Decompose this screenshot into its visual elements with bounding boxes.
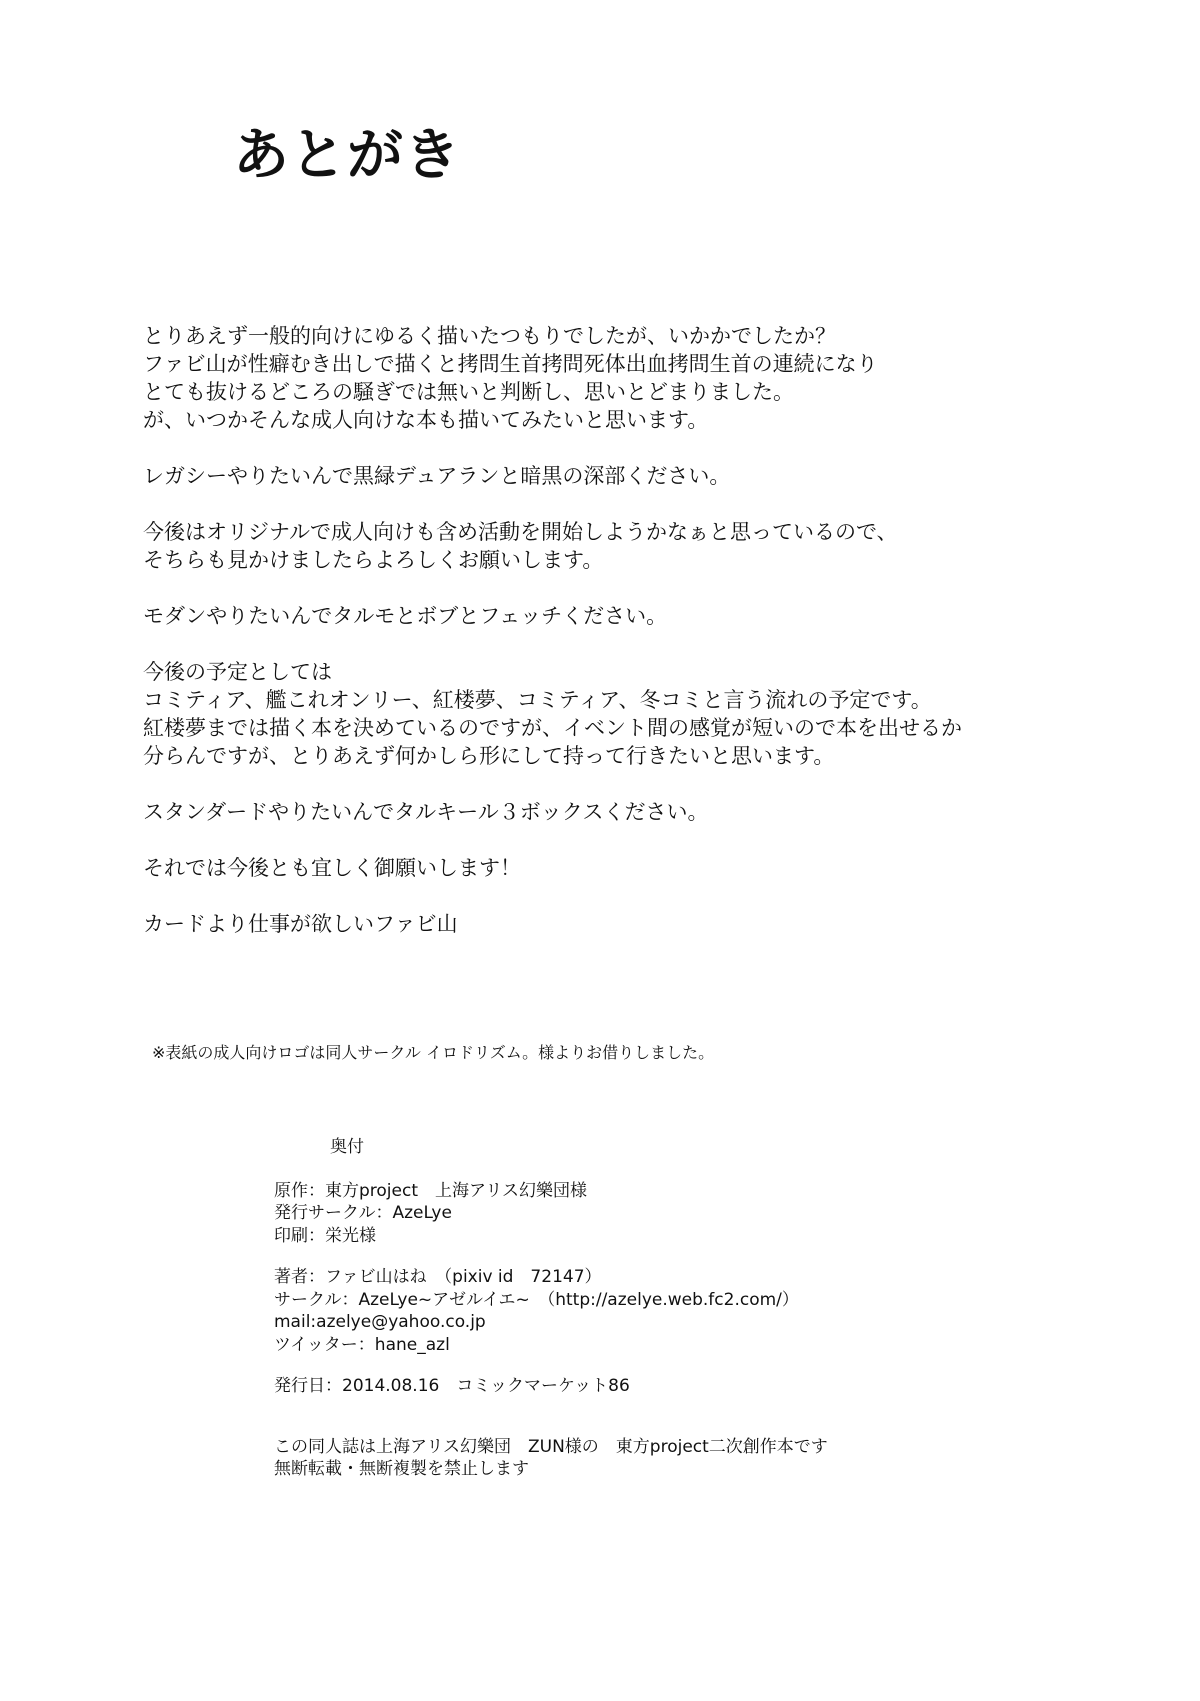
afterword-body: [143, 322, 1143, 938]
colophon-original: 原作：東方project 上海アリス幻樂団様: [274, 1180, 587, 1201]
body-line: それでは今後とも宜しく御願いします！: [143, 856, 521, 880]
body-line: が、いつかそんな成人向けな本も描いてみたいと思います。: [143, 408, 709, 432]
colophon-date: 発行日：2014.08.16 コミックマーケット86: [274, 1376, 630, 1396]
colophon-twitter: ツイッター：hane_azl: [274, 1334, 450, 1355]
body-line: とりあえず一般的向けにゆるく描いたつもりでしたが、いかかでしたか？: [143, 324, 836, 348]
signature-line: カードより仕事が欲しいファビ山: [143, 912, 458, 936]
colophon-notice: 無断転載・無断複製を禁止します: [274, 1459, 529, 1479]
body-line: 今後はオリジナルで成人向けも含め活動を開始しようかなぁと思っているので、: [143, 520, 898, 544]
body-line: モダンやりたいんでタルモとボブとフェッチください。: [143, 604, 668, 628]
body-line: 紅楼夢までは描く本を決めているのですが、イベント間の感覚が短いので本を出せるか: [143, 716, 962, 740]
body-line: コミティア、艦これオンリー、紅楼夢、コミティア、冬コミと言う流れの予定です。: [143, 688, 932, 712]
colophon-author: 著者：ファビ山はね （pixiv id 72147）: [274, 1267, 602, 1287]
colophon-issuing-circle: 発行サークル：AzeLye: [274, 1203, 452, 1223]
colophon: [274, 1136, 1134, 1481]
body-line: ファビ山が性癖むき出しで描くと拷問生首拷問死体出血拷問生首の連続になり: [143, 352, 878, 376]
colophon-mail: mail:azelye@yahoo.co.jp: [274, 1312, 486, 1332]
body-line: スタンダードやりたいんでタルキール３ボックスください。: [143, 800, 709, 824]
colophon-notice: この同人誌は上海アリス幻樂団 ZUN様の 東方project二次創作本です: [274, 1436, 828, 1457]
colophon-circle: サークル：AzeLye~アゼルイエ~ （http://azelye.web.fc2.com/）: [274, 1289, 799, 1310]
colophon-printing: 印刷：栄光様: [274, 1225, 376, 1246]
page-title: あとがき: [233, 123, 461, 188]
cover-logo-credit: ※表紙の成人向けロゴは同人サークル イロドリズム。様よりお借りしました。: [152, 1043, 715, 1062]
body-line: 分らんですが、とりあえず何かしら形にして持って行きたいと思います。: [143, 744, 835, 768]
body-line: 今後の予定としては: [143, 660, 332, 684]
body-line: とても抜けるどころの騒ぎでは無いと判断し、思いとどまりました。: [143, 380, 794, 404]
colophon-heading: 奥付: [330, 1137, 364, 1157]
body-line: レガシーやりたいんで黒緑デュアランと暗黒の深部ください。: [143, 464, 731, 488]
body-line: そちらも見かけましたらよろしくお願いします。: [143, 548, 604, 572]
